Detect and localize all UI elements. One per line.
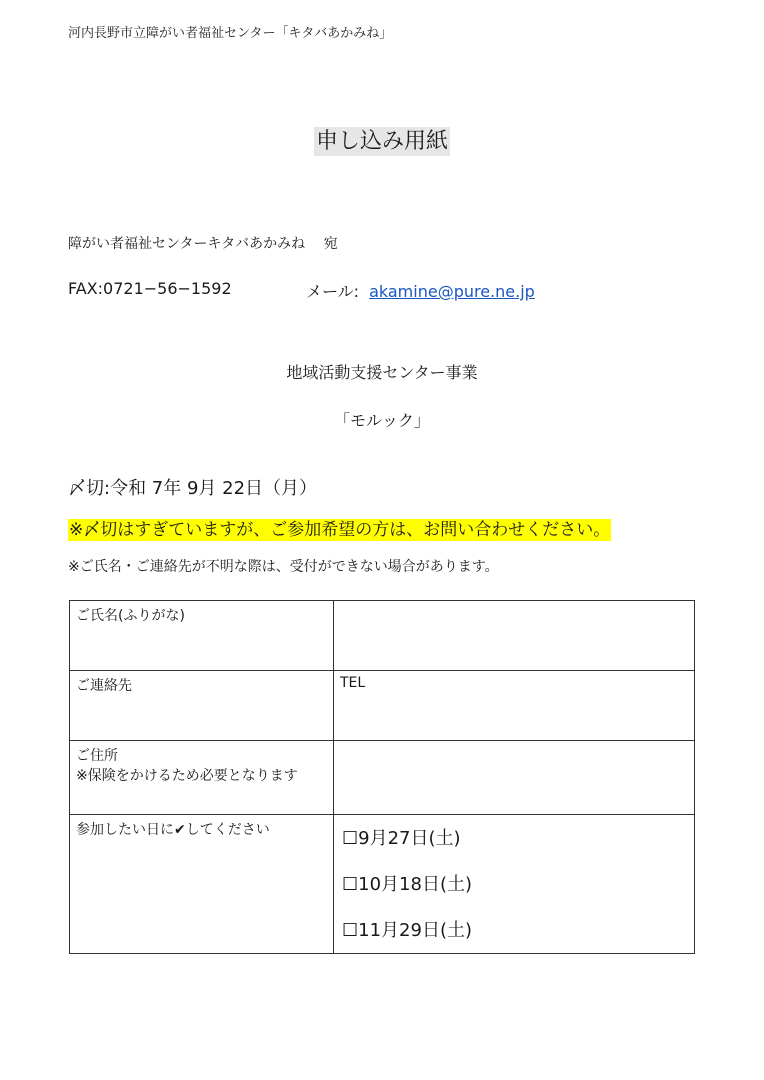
table-row bbox=[70, 815, 695, 954]
mail-label: メール: bbox=[306, 282, 360, 301]
late-notice-wrap bbox=[68, 515, 611, 540]
page-title: 申し込み用紙 bbox=[315, 129, 448, 154]
table-row bbox=[70, 741, 695, 815]
mail-link[interactable]: akamine@pure.ne.jp bbox=[369, 282, 535, 301]
fax-number: FAX:0721−56−1592 bbox=[68, 279, 232, 298]
addressee: 障がい者福祉センターキタバあかみね 宛 bbox=[68, 236, 338, 252]
table-row bbox=[70, 601, 695, 671]
mail-group bbox=[306, 279, 535, 302]
contact-field[interactable] bbox=[334, 671, 695, 741]
name-label: ご氏名(ふりがな) bbox=[70, 601, 334, 671]
application-form-table bbox=[69, 600, 695, 954]
address-label: ご住所 bbox=[76, 748, 118, 764]
dates-label: 参加したい日に✔してください bbox=[70, 815, 334, 954]
name-field[interactable] bbox=[334, 601, 695, 671]
late-notice: ※〆切はすぎていますが、ご参加希望の方は、お問い合わせください。 bbox=[69, 520, 611, 540]
document-header: 河内長野市立障がい者福祉センター「キタバあかみね」 bbox=[68, 26, 393, 41]
address-label-cell bbox=[70, 741, 334, 815]
contact-label: ご連絡先 bbox=[70, 671, 334, 741]
date-option-3[interactable]: ☐11月29日(土) bbox=[342, 920, 472, 941]
contact-line bbox=[68, 279, 535, 301]
tel-prefix: TEL bbox=[340, 675, 366, 691]
address-note: ※保険をかけるため必要となります bbox=[76, 768, 298, 784]
date-option-2[interactable]: ☐10月18日(土) bbox=[342, 874, 472, 895]
address-field[interactable] bbox=[334, 741, 695, 815]
info-note: ※ご氏名・ご連絡先が不明な際は、受付ができない場合があります。 bbox=[68, 559, 499, 575]
program-name: 地域活動支援センター事業 bbox=[286, 363, 478, 382]
page-title-wrap bbox=[0, 124, 764, 155]
date-option-1[interactable]: ☐9月27日(土) bbox=[342, 828, 461, 849]
deadline: 〆切:令和 7年 9月 22日（月） bbox=[68, 478, 318, 499]
event-name: 「モルック」 bbox=[333, 411, 430, 430]
date-options bbox=[334, 815, 695, 954]
table-row bbox=[70, 671, 695, 741]
